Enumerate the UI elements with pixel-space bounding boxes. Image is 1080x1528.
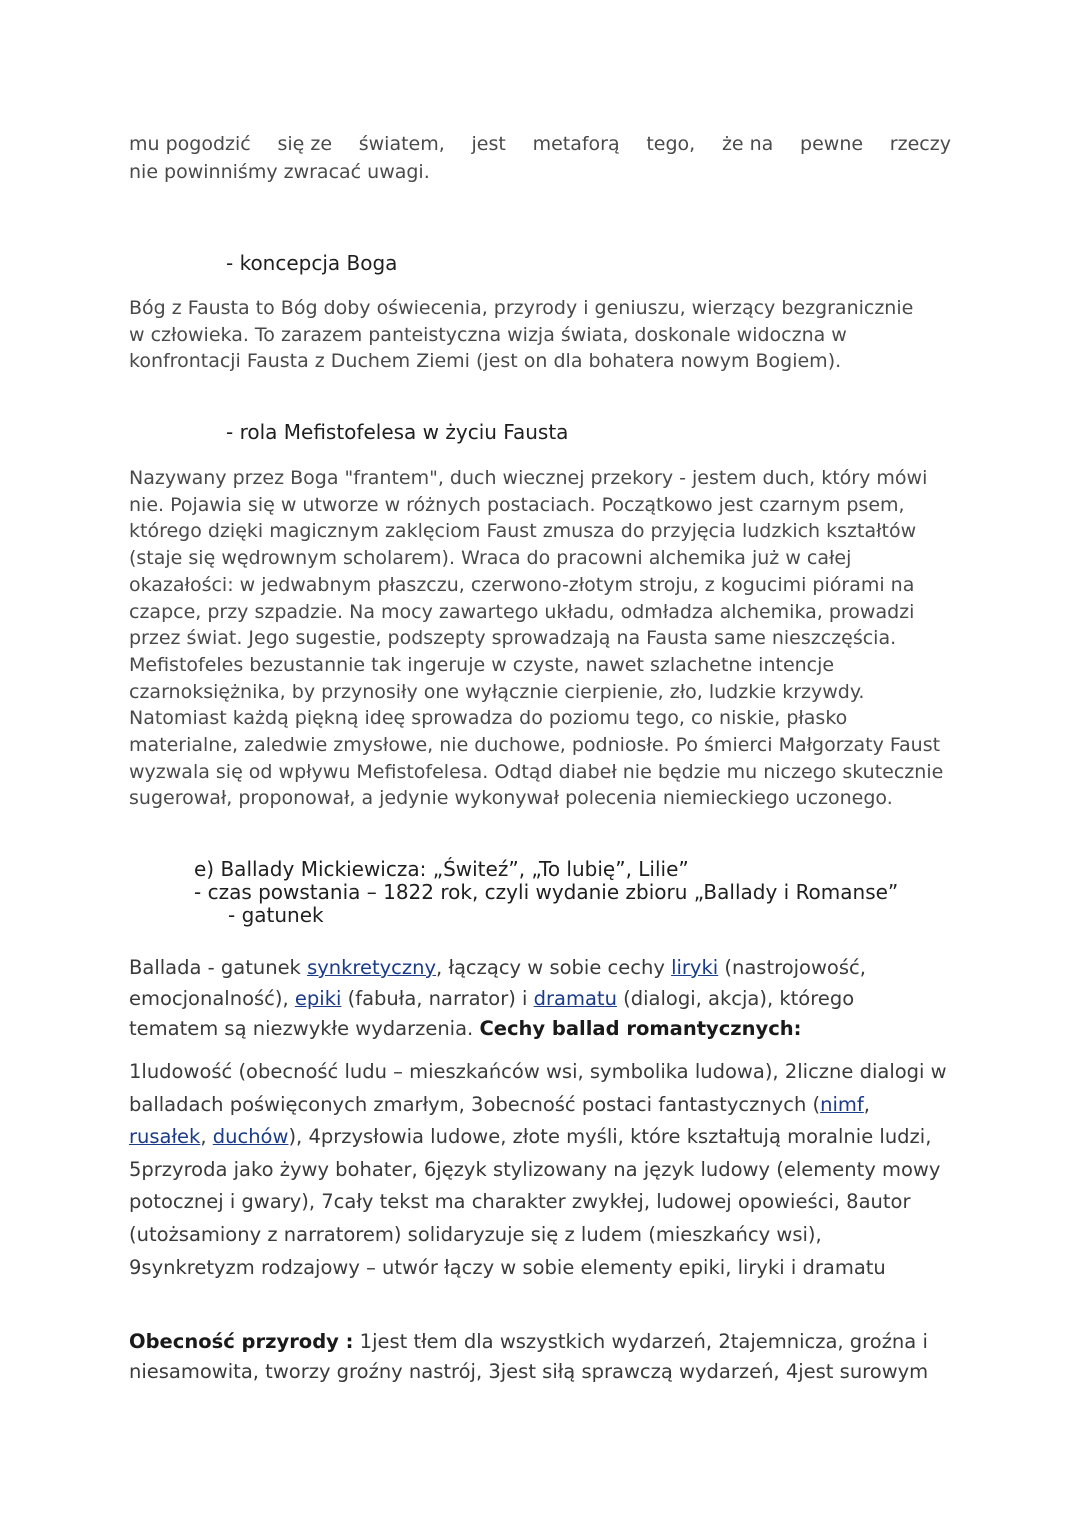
word: światem, bbox=[358, 133, 445, 155]
bold-cechy-ballad: Cechy ballad romantycznych: bbox=[479, 1017, 802, 1040]
paragraph-mefistofeles: Nazywany przez Boga "frantem", duch wiecznej przekory - jestem duch, który mówi nie. Pojawia się w utworze w różnych postaciach. Początkowo jest czarnym psem, którego dzięki magicznym zaklęciom Faust zmusza do przyjęcia ludzkich kształtów (staje się wędrownym scholarem). Wraca do pracowni alchemika już w całej okazałości: w jedwabnym płaszczu, czerwono-złotym stroju, z kogucimi piórami na czapce, przy szpadzie. Na mocy zawartego układu, odmładza alchemika, prowadzi przez świat. Jego sugestie, podszepty sprowadzają na Fausta same nieszczęścia. Mefistofeles bezustannie tak ingeruje w czyste, nawet szlachetne intencje czarnoksiężnika, by przynosiły one wyłącznie cierpienie, zło, ludzkie krzywdy. Natomiast każdą piękną ideę sprowadza do poziomu tego, co niskie, płasko materialne, zaledwie zmysłowe, nie duchowe, podniosłe. Po śmierci Małgorzaty Faust wyzwala się od wpływu Mefistofelesa. Odtąd diabeł nie będzie mu niczego skutecznie sugerował, proponował, a jedynie wykonywał polecenia niemieckiego uczonego. bbox=[129, 467, 944, 810]
text: , łączący w sobie cechy bbox=[436, 956, 672, 979]
heading-koncepcja-boga: - koncepcja Boga bbox=[226, 251, 398, 275]
text: ), 4przysłowia ludowe, złote myśli, które kształtują moralnie ludzi, 5przyroda jako żywy bohater, 6język stylizowany na język ludowy (elementy mowy potocznej i gwary), 7cały tekst ma charakter zwykłej, ludowej opowieści, 8autor (utożsamiony z narratorem) solidaryzuje się z ludem (mieszkańcy wsi), 9synkretyzm rodzajowy – utwór łączy w sobie elementy epiki, liryki i dramatu bbox=[129, 1125, 941, 1279]
paragraph-continuation bbox=[129, 131, 951, 186]
text: (nastrojowość, emocjonalność), bbox=[129, 956, 866, 1010]
paragraph-line-2: nie powinniśmy zwracać uwagi. bbox=[129, 161, 430, 183]
bold-obecnosc-przyrody: Obecność przyrody : bbox=[129, 1330, 354, 1353]
word: tego, bbox=[646, 133, 696, 155]
text: , bbox=[200, 1125, 213, 1149]
text: (fabuła, narrator) i bbox=[341, 986, 534, 1010]
link-epiki[interactable]: epiki bbox=[294, 986, 342, 1010]
paragraph-cechy-ballad bbox=[129, 1056, 947, 1284]
text: (dialogi, akcja), którego tematem są niezwykłe wydarzenia. bbox=[129, 986, 855, 1040]
ballady-title: e) Ballady Mickiewicza: „Świteź”, „To lubię”, Lilie” bbox=[194, 857, 689, 881]
text: 1jest tłem dla wszystkich wydarzeń, 2tajemnicza, groźna i niesamowita, tworzy groźny nastrój, 3jest siłą sprawczą wydarzeń, 4jest surowym bbox=[129, 1330, 929, 1383]
ballady-gatunek: - gatunek bbox=[228, 903, 324, 927]
word: się ze bbox=[277, 133, 333, 155]
link-rusalek[interactable]: rusałek bbox=[129, 1125, 201, 1149]
ballady-czas-powstania: - czas powstania – 1822 rok, czyli wydanie zbioru „Ballady i Romanse” bbox=[194, 880, 899, 904]
heading-rola-mefistofelesa: - rola Mefistofelesa w życiu Fausta bbox=[226, 420, 569, 444]
word: metaforą bbox=[532, 133, 620, 155]
paragraph-bog: Bóg z Fausta to Bóg doby oświecenia, przyrody i geniuszu, wierzący bezgranicznie w człowieka. To zarazem panteistyczna wizja świata, doskonale widoczna w konfrontacji Fausta z Duchem Ziemi (jest on dla bohatera nowym Bogiem). bbox=[129, 297, 914, 373]
word: rzeczy bbox=[889, 133, 951, 155]
word: mu pogodzić bbox=[129, 133, 251, 155]
text: 1ludowość (obecność ludu – mieszkańców wsi, symbolika ludowa), 2liczne dialogi w balladach poświęconych zmarłym, 3obecność postaci fantastycznych ( bbox=[129, 1060, 947, 1116]
link-synkretyczny[interactable]: synkretyczny bbox=[307, 956, 437, 979]
paragraph-line-1 bbox=[129, 131, 951, 159]
link-dramatu[interactable]: dramatu bbox=[533, 986, 617, 1010]
link-duchow[interactable]: duchów bbox=[212, 1125, 289, 1149]
paragraph-ballada-definicja bbox=[129, 953, 919, 1045]
link-nimf[interactable]: nimf bbox=[820, 1092, 864, 1116]
text: Ballada - gatunek bbox=[129, 956, 308, 979]
word: że na bbox=[721, 133, 774, 155]
word: pewne bbox=[800, 133, 864, 155]
link-liryki[interactable]: liryki bbox=[671, 956, 719, 979]
text: , bbox=[863, 1092, 870, 1116]
paragraph-obecnosc-przyrody bbox=[129, 1327, 951, 1387]
ballady-section bbox=[194, 858, 954, 927]
word: jest bbox=[471, 133, 506, 155]
